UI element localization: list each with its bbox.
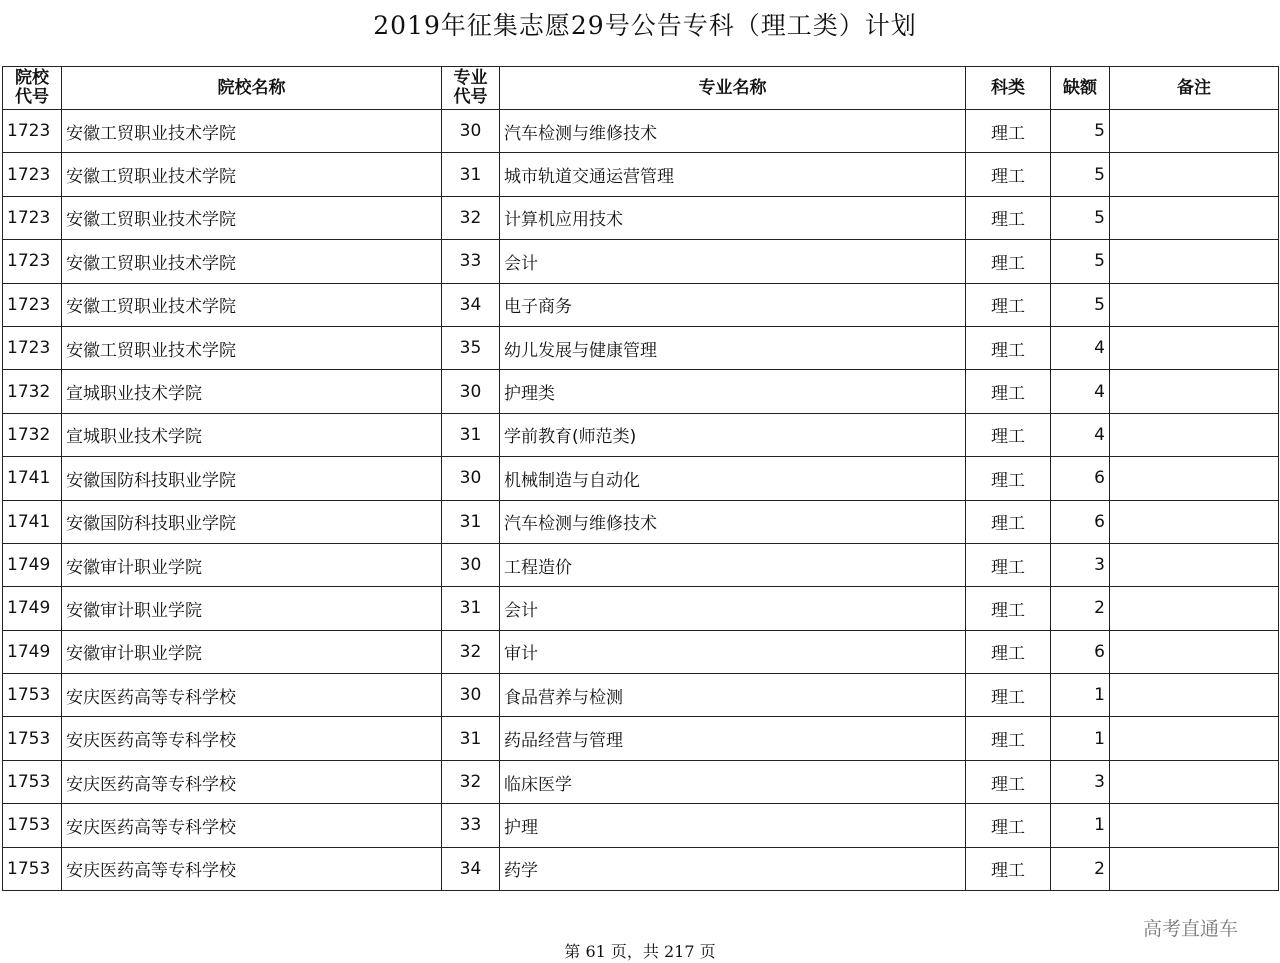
cell-major-name: 汽车检测与维修技术 <box>500 110 966 153</box>
cell-note <box>1110 326 1279 369</box>
cell-school-name: 安徽工贸职业技术学院 <box>62 196 442 239</box>
cell-major-code: 30 <box>442 543 500 586</box>
cell-school-code: 1753 <box>3 804 62 847</box>
table-header-row <box>3 67 1279 110</box>
cell-quota: 3 <box>1051 760 1110 803</box>
cell-major-name: 药学 <box>500 847 966 890</box>
table-row <box>3 717 1279 760</box>
table-row <box>3 153 1279 196</box>
table-row <box>3 413 1279 456</box>
cell-quota: 2 <box>1051 587 1110 630</box>
header-school-name: 院校名称 <box>62 67 442 110</box>
cell-school-code: 1753 <box>3 847 62 890</box>
cell-school-name: 安庆医药高等专科学校 <box>62 760 442 803</box>
cell-school-code: 1732 <box>3 413 62 456</box>
cell-quota: 1 <box>1051 674 1110 717</box>
cell-major-code: 30 <box>442 457 500 500</box>
cell-school-name: 安庆医药高等专科学校 <box>62 804 442 847</box>
cell-major-code: 33 <box>442 240 500 283</box>
cell-category: 理工 <box>966 370 1051 413</box>
cell-category: 理工 <box>966 760 1051 803</box>
cell-school-name: 安徽审计职业学院 <box>62 630 442 673</box>
cell-major-code: 34 <box>442 283 500 326</box>
cell-major-code: 31 <box>442 413 500 456</box>
table-row <box>3 196 1279 239</box>
watermark-text: 高考直通车 <box>1143 918 1239 940</box>
cell-school-name: 安徽工贸职业技术学院 <box>62 283 442 326</box>
cell-category: 理工 <box>966 196 1051 239</box>
cell-school-code: 1723 <box>3 283 62 326</box>
cell-school-name: 安徽国防科技职业学院 <box>62 457 442 500</box>
cell-major-name: 会计 <box>500 587 966 630</box>
cell-note <box>1110 153 1279 196</box>
cell-school-code: 1732 <box>3 370 62 413</box>
cell-quota: 6 <box>1051 457 1110 500</box>
cell-school-code: 1753 <box>3 717 62 760</box>
page-footer: 第 61 页，共 217 页 <box>564 942 716 961</box>
cell-note <box>1110 804 1279 847</box>
cell-major-code: 30 <box>442 370 500 413</box>
cell-category: 理工 <box>966 717 1051 760</box>
cell-major-name: 审计 <box>500 630 966 673</box>
cell-quota: 1 <box>1051 717 1110 760</box>
cell-major-name: 机械制造与自动化 <box>500 457 966 500</box>
cell-note <box>1110 283 1279 326</box>
header-category: 科类 <box>966 67 1051 110</box>
cell-school-name: 宣城职业技术学院 <box>62 370 442 413</box>
cell-category: 理工 <box>966 543 1051 586</box>
cell-note <box>1110 240 1279 283</box>
cell-school-code: 1749 <box>3 630 62 673</box>
cell-category: 理工 <box>966 110 1051 153</box>
cell-major-name: 会计 <box>500 240 966 283</box>
cell-major-name: 幼儿发展与健康管理 <box>500 326 966 369</box>
cell-major-name: 城市轨道交通运营管理 <box>500 153 966 196</box>
cell-major-name: 护理 <box>500 804 966 847</box>
cell-category: 理工 <box>966 500 1051 543</box>
cell-school-code: 1749 <box>3 543 62 586</box>
cell-school-code: 1753 <box>3 760 62 803</box>
cell-quota: 5 <box>1051 283 1110 326</box>
cell-major-code: 30 <box>442 110 500 153</box>
cell-note <box>1110 717 1279 760</box>
cell-school-code: 1723 <box>3 196 62 239</box>
cell-category: 理工 <box>966 413 1051 456</box>
cell-category: 理工 <box>966 847 1051 890</box>
cell-note <box>1110 674 1279 717</box>
cell-note <box>1110 110 1279 153</box>
header-note: 备注 <box>1110 67 1279 110</box>
cell-school-code: 1723 <box>3 240 62 283</box>
cell-major-code: 32 <box>442 630 500 673</box>
table-row <box>3 760 1279 803</box>
cell-major-name: 汽车检测与维修技术 <box>500 500 966 543</box>
cell-major-code: 31 <box>442 153 500 196</box>
cell-quota: 3 <box>1051 543 1110 586</box>
cell-school-name: 宣城职业技术学院 <box>62 413 442 456</box>
cell-category: 理工 <box>966 457 1051 500</box>
table-row <box>3 326 1279 369</box>
cell-note <box>1110 760 1279 803</box>
cell-major-code: 32 <box>442 196 500 239</box>
cell-major-code: 31 <box>442 500 500 543</box>
table-row <box>3 847 1279 890</box>
cell-school-name: 安庆医药高等专科学校 <box>62 847 442 890</box>
table-row <box>3 543 1279 586</box>
header-school-code: 院校 代号 <box>3 67 62 110</box>
cell-major-name: 工程造价 <box>500 543 966 586</box>
cell-note <box>1110 630 1279 673</box>
cell-major-code: 33 <box>442 804 500 847</box>
cell-major-name: 药品经营与管理 <box>500 717 966 760</box>
cell-quota: 2 <box>1051 847 1110 890</box>
cell-quota: 5 <box>1051 196 1110 239</box>
cell-quota: 4 <box>1051 326 1110 369</box>
table-row <box>3 240 1279 283</box>
cell-category: 理工 <box>966 240 1051 283</box>
cell-quota: 6 <box>1051 500 1110 543</box>
cell-major-name: 电子商务 <box>500 283 966 326</box>
cell-category: 理工 <box>966 326 1051 369</box>
cell-major-name: 学前教育(师范类) <box>500 413 966 456</box>
cell-note <box>1110 543 1279 586</box>
cell-major-name: 护理类 <box>500 370 966 413</box>
table-row <box>3 500 1279 543</box>
cell-quota: 4 <box>1051 413 1110 456</box>
cell-major-code: 30 <box>442 674 500 717</box>
header-major-code: 专业 代号 <box>442 67 500 110</box>
cell-school-name: 安徽工贸职业技术学院 <box>62 153 442 196</box>
header-quota: 缺额 <box>1051 67 1110 110</box>
cell-major-code: 31 <box>442 717 500 760</box>
table-row <box>3 283 1279 326</box>
cell-school-code: 1741 <box>3 457 62 500</box>
cell-quota: 6 <box>1051 630 1110 673</box>
cell-category: 理工 <box>966 153 1051 196</box>
cell-school-code: 1723 <box>3 110 62 153</box>
cell-major-code: 31 <box>442 587 500 630</box>
table-row <box>3 110 1279 153</box>
cell-school-code: 1723 <box>3 153 62 196</box>
cell-note <box>1110 370 1279 413</box>
table-row <box>3 804 1279 847</box>
cell-category: 理工 <box>966 674 1051 717</box>
cell-quota: 5 <box>1051 153 1110 196</box>
cell-school-code: 1749 <box>3 587 62 630</box>
cell-major-code: 32 <box>442 760 500 803</box>
cell-school-name: 安徽工贸职业技术学院 <box>62 110 442 153</box>
cell-category: 理工 <box>966 804 1051 847</box>
cell-note <box>1110 457 1279 500</box>
cell-note <box>1110 500 1279 543</box>
cell-school-name: 安徽国防科技职业学院 <box>62 500 442 543</box>
cell-note <box>1110 587 1279 630</box>
cell-quota: 5 <box>1051 240 1110 283</box>
cell-major-name: 临床医学 <box>500 760 966 803</box>
cell-major-code: 35 <box>442 326 500 369</box>
cell-school-name: 安庆医药高等专科学校 <box>62 674 442 717</box>
cell-note <box>1110 413 1279 456</box>
table-row <box>3 370 1279 413</box>
cell-major-name: 食品营养与检测 <box>500 674 966 717</box>
cell-school-code: 1753 <box>3 674 62 717</box>
cell-school-name: 安庆医药高等专科学校 <box>62 717 442 760</box>
cell-major-name: 计算机应用技术 <box>500 196 966 239</box>
cell-category: 理工 <box>966 587 1051 630</box>
cell-school-name: 安徽审计职业学院 <box>62 543 442 586</box>
cell-note <box>1110 196 1279 239</box>
table-row <box>3 587 1279 630</box>
header-major-name: 专业名称 <box>500 67 966 110</box>
table-row <box>3 630 1279 673</box>
cell-school-code: 1723 <box>3 326 62 369</box>
cell-quota: 5 <box>1051 110 1110 153</box>
cell-school-name: 安徽工贸职业技术学院 <box>62 326 442 369</box>
cell-quota: 1 <box>1051 804 1110 847</box>
page-title: 2019年征集志愿29号公告专科（理工类）计划 <box>373 11 917 40</box>
cell-school-code: 1741 <box>3 500 62 543</box>
cell-category: 理工 <box>966 283 1051 326</box>
cell-category: 理工 <box>966 630 1051 673</box>
cell-school-name: 安徽工贸职业技术学院 <box>62 240 442 283</box>
cell-major-code: 34 <box>442 847 500 890</box>
plan-table <box>2 66 1279 891</box>
cell-quota: 4 <box>1051 370 1110 413</box>
table-row <box>3 457 1279 500</box>
cell-note <box>1110 847 1279 890</box>
cell-school-name: 安徽审计职业学院 <box>62 587 442 630</box>
table-row <box>3 674 1279 717</box>
